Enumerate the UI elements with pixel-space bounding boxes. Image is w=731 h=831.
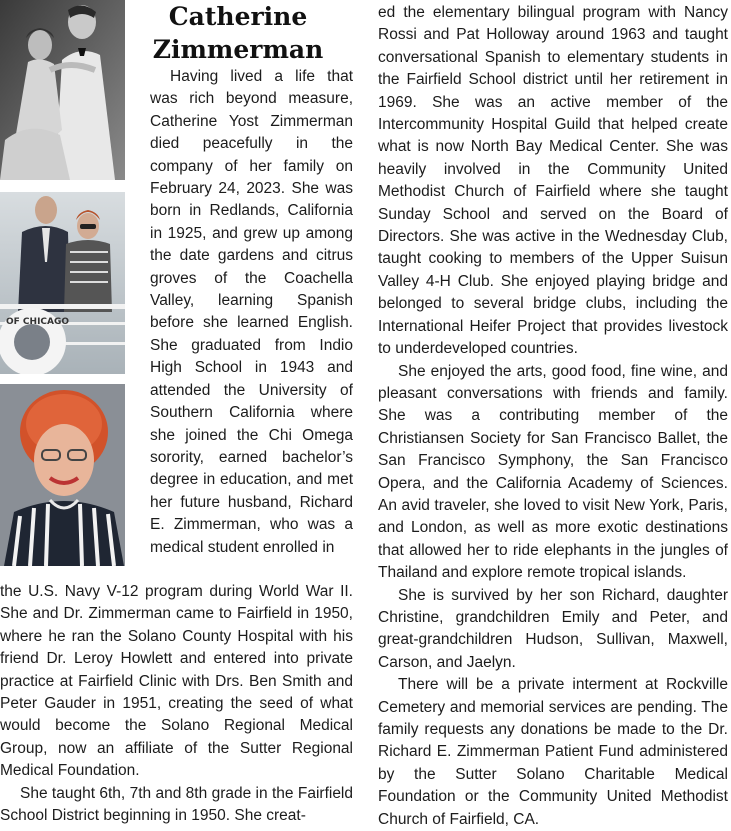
ship-photo-image bbox=[0, 192, 125, 374]
dance-photo-image bbox=[0, 0, 125, 180]
dance-photo bbox=[0, 0, 125, 180]
portrait-photo bbox=[0, 384, 125, 566]
column-2 bbox=[378, 2, 728, 831]
paragraph-teaching: She taught 6th, 7th and 8th grade in the Fairfield School District beginning in 1950. She creat- bbox=[0, 784, 353, 825]
portrait-photo-image bbox=[0, 384, 125, 566]
paragraph-intro-continued: the U.S. Navy V-12 program during World War II. She and Dr. Zimmerman came to Fairfield in 1950, where he ran the Solano County Hospital with his friend Dr. Leroy Howlett and entered into private practice at Fairfield Clinic with Drs. Ben Smith and Peter Gauder in 1951, creating the seed of what would become the Solano Regional Medical Group, now an affiliate of the Sutter Regional Medical Foundation. bbox=[0, 583, 353, 780]
paragraph-community: ed the elementary bilingual program with Nancy Rossi and Pat Holloway around 1963 and taught conversational Spanish to elementary students in the Fairfield School district until her retirement in 1969. She was an active member of the Intercommunity Hospital Guild that helped create what is now North Bay Medical Center. She was heavily involved in the Community United Methodist Church of Fairfield where she taught Sunday School and served on the Board of Directors. She was active in the Wednesday Club, taught cooking to members of the Upper Suisun Valley 4-H Club. She enjoyed playing bridge and belonged to several bridge clubs, including the International Heifer Project that provides livestock to underdeveloped countries. bbox=[378, 4, 728, 358]
title-first-name: Catherine bbox=[168, 2, 308, 31]
column-1-upper bbox=[150, 66, 353, 559]
paragraph-arts: She enjoyed the arts, good food, fine wine, and pleasant conversations with friends and family. She was a contributing member of the Christiansen Society for San Francisco Ballet, the San Francisco Symphony, the San Francisco Opera, and the California Academy of Sciences. An avid traveler, she loved to visit New York, Paris, and London, as well as more exotic destinations that allowed her to ride elephants in the jungles of Thailand and explore remote tropical islands. bbox=[378, 362, 728, 582]
paragraph-intro: Having lived a life that was rich beyond measure, Catherine Yost Zimmerman died peacefully in the company of her family on February 24, 2023. She was born in Redlands, California in 1925, and grew up among the date gardens and citrus groves of the Coachella Valley, learning Spanish before she learned English. She graduated from Indio High School in 1943 and attended the University of Southern California where she joined the Chi Omega sorority, earned bachelor’s degree in education, and met her future husband, Richard E. Zimmerman, who was a medical student enrolled in bbox=[150, 68, 353, 556]
obituary-title bbox=[128, 0, 348, 66]
paragraph-services: There will be a private interment at Rockville Cemetery and memorial services are pending. The family requests any donations be made to the Dr. Richard E. Zimmerman Patient Fund administered by the Sutter Solano Charitable Medical Foundation or the Community United Methodist Church of Fairfield, CA. bbox=[378, 676, 728, 828]
title-last-name: Zimmerman bbox=[152, 35, 324, 64]
ship-photo bbox=[0, 192, 125, 374]
paragraph-survivors: She is survived by her son Richard, daughter Christine, grandchildren Emily and Peter, and great-grandchildren Hudson, Sullivan, Maxwell, Carson, and Jaelyn. bbox=[378, 586, 728, 671]
life-ring-label: OF CHICAGO bbox=[6, 317, 70, 327]
column-1-lower bbox=[0, 581, 353, 827]
